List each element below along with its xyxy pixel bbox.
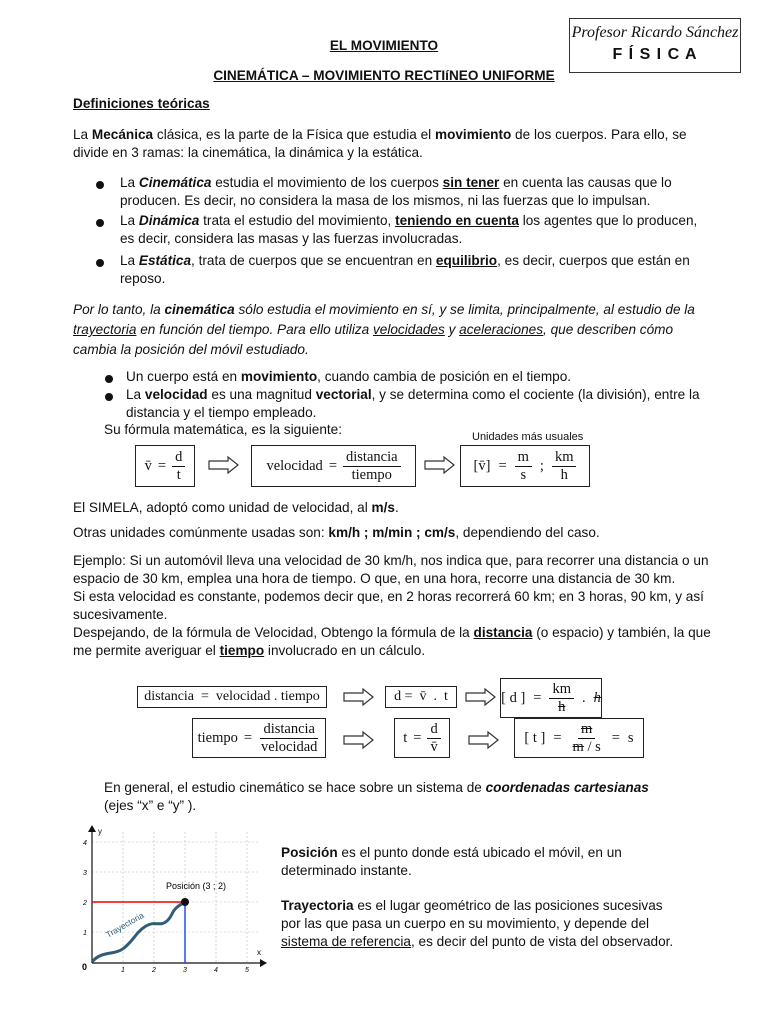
bullet-icon bbox=[96, 181, 104, 189]
velocity-formula-symbolic: v̄ = $\frac{d}{t}$ bbox=[135, 445, 195, 487]
time-units: [ t ] = $\frac{m}{m / s}$ = s bbox=[514, 718, 644, 758]
bullet-icon bbox=[105, 393, 113, 401]
list-item: La Cinemática estudia el movimiento de los cuerpos sin tener en cuenta las causas que lo producen. Es decir, no considera la masa de los mismos, ni las fuerzas que lo impulsan. bbox=[120, 175, 672, 208]
position-label: Posición (3 ; 2) bbox=[166, 881, 227, 891]
arrow-icon bbox=[208, 456, 240, 474]
trayectoria-definition: Trayectoria es el lugar geométrico de las posiciones sucesivas por las que pasa un cuerpo en su movimiento, y depende del sistema de referencia, es decir del punto de vista del observador. bbox=[281, 898, 674, 949]
position-point bbox=[181, 898, 189, 906]
simela-text: El SIMELA, adoptó como unidad de velocidad, al m/s. bbox=[73, 500, 399, 515]
distance-units: [ d ] = $\frac{km}{h}$ . h bbox=[500, 678, 602, 718]
posicion-definition: Posición es el punto donde está ubicado el móvil, en un determinado instante. bbox=[281, 845, 622, 878]
page-subtitle: CINEMÁTICA – MOVIMIENTO RECTIíNEO UNIFORME bbox=[213, 68, 555, 83]
arrow-icon bbox=[468, 731, 500, 749]
arrow-icon bbox=[424, 456, 456, 474]
x-axis-arrow-icon bbox=[260, 959, 267, 967]
distance-formula-symbolic: d = v̄ . t bbox=[385, 686, 457, 708]
section-heading: Definiciones teóricas bbox=[73, 96, 210, 111]
trajectory-label: Trayectoria bbox=[104, 909, 146, 940]
example-paragraph: Ejemplo: Si un automóvil lleva una velocidad de 30 km/h, nos indica que, para recorrer una distancia o un espacio de 30 km, emplea una hora de tiempo. O que, en una hora, recorre una distancia de 30 km. Si esta velocidad es constante, podemos decir que, en 2 horas recorrerá 60 km; en 3 horas, 90 km, y así sucesivamente. Despejando, de la fórmula de Velocidad, Obtengo la fórmula de la distancia (o espacio) y también, la que me permite averiguar el tiempo involucrado en un cálculo. bbox=[73, 553, 711, 658]
bullet-icon bbox=[96, 219, 104, 227]
professor-name: Profesor Ricardo Sánchez bbox=[571, 24, 739, 41]
time-formula-words: tiempo = $\frac{\text{distancia}}{\text{velocidad}}$ bbox=[192, 718, 326, 758]
time-formula-symbolic: t = $\frac{d}{v̄}$ bbox=[394, 718, 450, 758]
list-item: La Estática, trata de cuerpos que se encuentran en equilibrio, es decir, cuerpos que están en reposo. bbox=[120, 253, 690, 286]
tick-label: 1 bbox=[121, 967, 125, 974]
tick-label: 4 bbox=[214, 967, 218, 974]
velocity-units: [v̄] = $\frac{m}{s}$ ; $\frac{km}{h}$ bbox=[460, 445, 590, 487]
bullet-icon bbox=[105, 375, 113, 383]
page-title: EL MOVIMIENTO bbox=[329, 38, 439, 53]
tick-label: 4 bbox=[83, 840, 87, 847]
arrow-icon bbox=[343, 688, 375, 706]
tick-label: 1 bbox=[83, 930, 87, 937]
arrow-icon bbox=[343, 731, 375, 749]
tick-label: 3 bbox=[83, 870, 87, 877]
intro-paragraph: La Mecánica clásica, es la parte de la Física que estudia el movimiento de los cuerpos. Para ello, se divide en 3 ramas: la cinemática, la dinámica y la estática. bbox=[73, 127, 687, 160]
y-axis-label: y bbox=[98, 827, 102, 836]
subject-name: F Í S I C A bbox=[612, 46, 698, 63]
tick-label: 2 bbox=[83, 900, 87, 907]
bullet-icon bbox=[96, 259, 104, 267]
tick-label: 0 bbox=[82, 962, 88, 972]
cartesian-text: En general, el estudio cinemático se hace sobre un sistema de coordenadas cartesianas (ejes “x” e “y” ). bbox=[104, 780, 649, 813]
formula-intro: Su fórmula matemática, es la siguiente: bbox=[104, 422, 343, 437]
position-graph bbox=[74, 822, 274, 982]
arrow-icon bbox=[465, 688, 497, 706]
list-item: Un cuerpo está en movimiento, cuando cambia de posición en el tiempo. bbox=[126, 369, 572, 384]
velocity-formula-words: velocidad = $\frac{\text{distancia}}{\text{tiempo}}$ bbox=[251, 445, 416, 487]
conclusion-paragraph: Por lo tanto, la cinemática sólo estudia el movimiento en sí, y se limita, principalmente, al estudio de la trayectoria en función del tiempo. Para ello utiliza velocidades y aceleraciones, que describen cómo cambia la posición del móvil estudiado. bbox=[73, 302, 695, 357]
tick-label: 2 bbox=[152, 967, 156, 974]
units-caption: Unidades más usuales bbox=[472, 431, 584, 443]
tick-label: 5 bbox=[245, 967, 249, 974]
list-item: La Dinámica trata el estudio del movimiento, teniendo en cuenta los agentes que lo producen, es decir, considera las masas y las fuerzas involucradas. bbox=[120, 213, 698, 246]
distance-formula-words: distancia = velocidad . tiempo bbox=[137, 686, 327, 708]
other-units-text: Otras unidades comúnmente usadas son: km/h ; m/min ; cm/s, dependiendo del caso. bbox=[73, 525, 600, 540]
y-axis-arrow-icon bbox=[88, 825, 96, 832]
tick-label: 3 bbox=[183, 967, 187, 974]
list-item: La velocidad es una magnitud vectorial, y se determina como el cociente (la división), entre la distancia y el tiempo empleado. bbox=[126, 387, 700, 420]
x-axis-label: x bbox=[257, 948, 261, 957]
